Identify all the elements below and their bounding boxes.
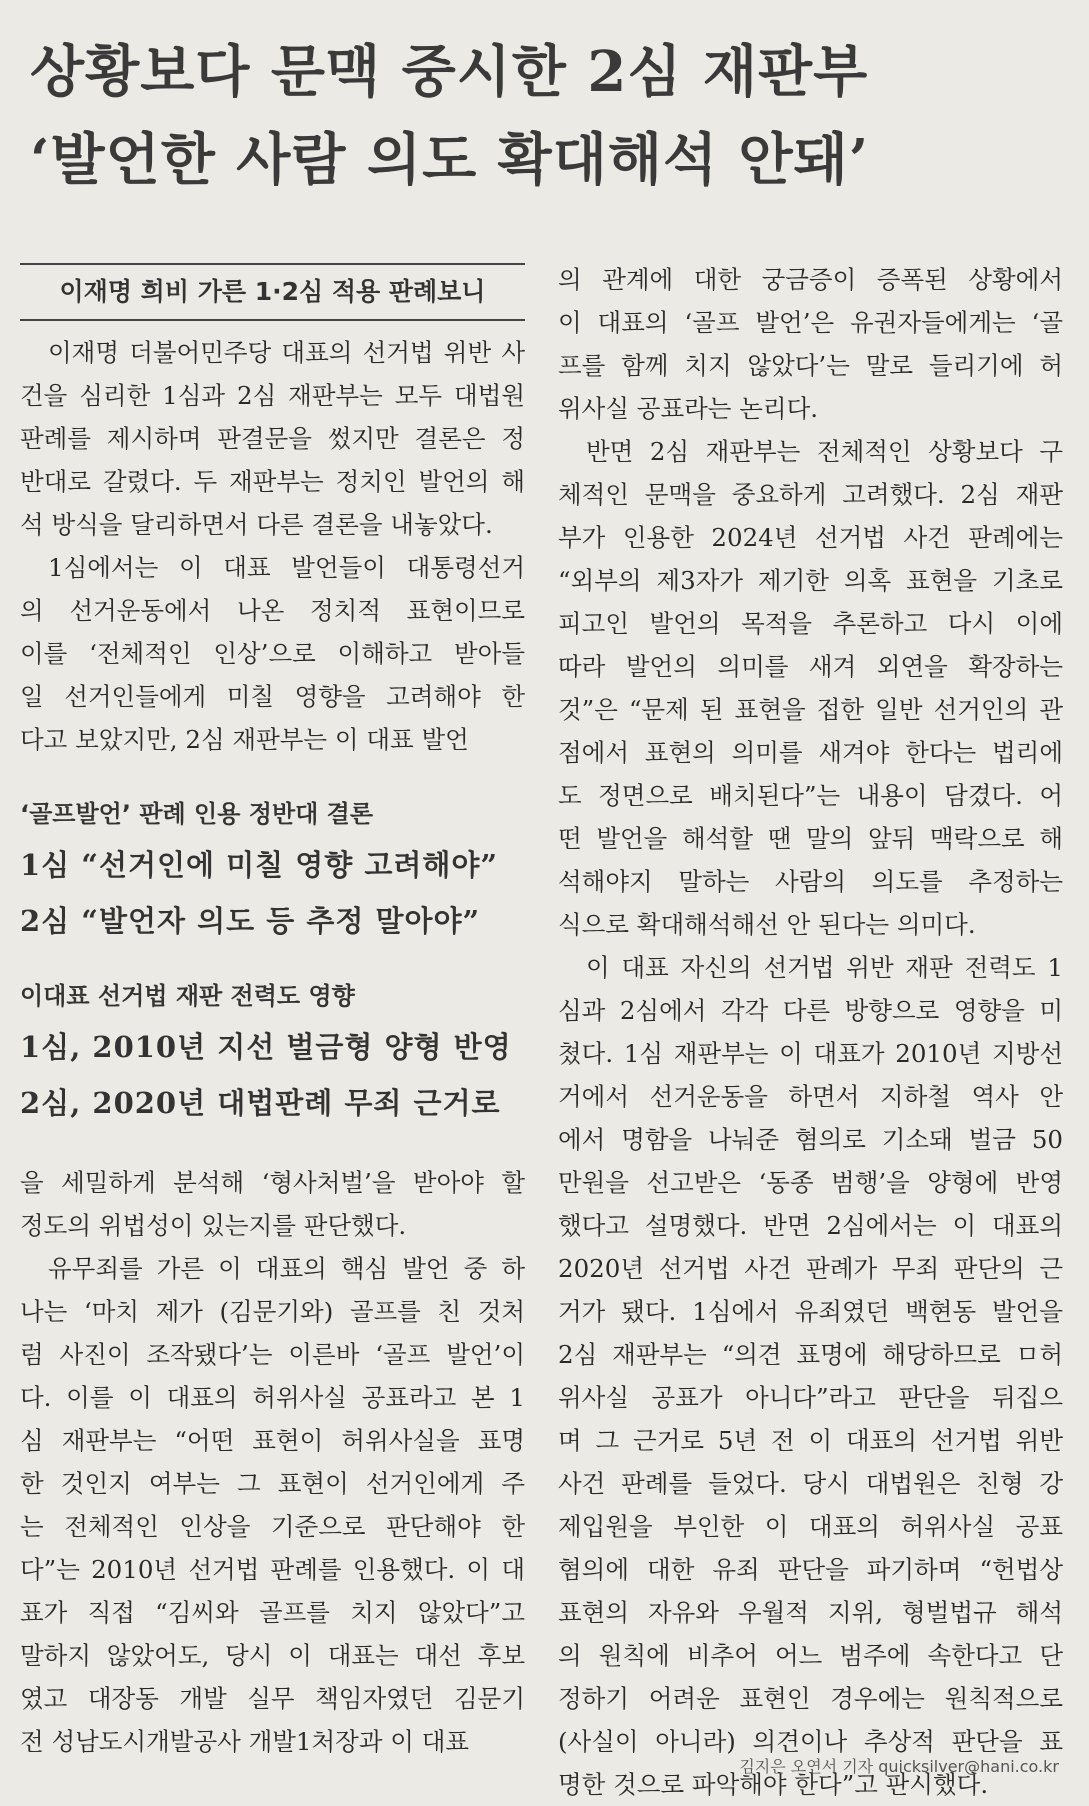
text-line: 위사실 공표가 아니다”라고 판단을 뒤집으	[558, 1383, 1063, 1412]
summary-line-1: 1심 “선거인에 미칠 영향 고려해야”	[20, 848, 499, 882]
paragraph	[20, 1161, 525, 1247]
text-line: 말하지 않았어도, 당시 이 대표는 대선 후보	[20, 1641, 525, 1670]
text-line: 석해야지 말하는 사람의 의도를 추정하는	[558, 867, 1063, 896]
left-column-bottom-text	[20, 1161, 525, 1763]
text-line: 일 선거인들에게 미칠 영향을 고려해야 한	[20, 682, 525, 711]
subheadline: 이재명 희비 가른 1·2심 적용 판례보니	[20, 263, 525, 321]
text-line: 의 원칙에 비추어 어느 범주에 속한다고 단	[558, 1641, 1063, 1670]
headline-line-2: ‘발언한 사람 의도 확대해석 안돼’	[30, 127, 870, 193]
summary-line-2: 2심 “발언자 의도 등 추정 말아야”	[20, 904, 481, 938]
text-line: 표현의 자유와 우월적 지위, 형벌법규 해석	[558, 1598, 1063, 1627]
text-line: 석 방식을 달리하면서 다른 결론을 내놓았다.	[20, 510, 493, 539]
text-line: 사건 판례를 들었다. 당시 대법원은 친형 강	[558, 1469, 1063, 1498]
text-line: 따라 발언의 의미를 새겨 외연을 확장하는	[558, 652, 1063, 681]
summary-line-3: 1심, 2010년 지선 벌금형 양형 반영	[20, 1030, 512, 1064]
text-line: 정도의 위법성이 있는지를 판단했다.	[20, 1211, 407, 1240]
text-line: 제입원을 부인한 이 대표의 허위사실 공표	[558, 1512, 1063, 1541]
text-line: 표가 직접 “김씨와 골프를 치지 않았다”고	[20, 1598, 525, 1627]
text-line: 을 세밀하게 분석해 ‘형사처벌’을 받아야 할	[20, 1168, 525, 1197]
text-line: 프를 함께 치지 않았다’는 말로 들리기에 허	[558, 351, 1063, 380]
paragraph	[558, 430, 1063, 946]
right-column	[558, 258, 1063, 1806]
text-line: (사실이 아니라) 의견이나 추상적 판단을 표	[558, 1727, 1063, 1756]
text-line: 다고 보았지만, 2심 재판부는 이 대표 발언	[20, 725, 469, 754]
text-line: 이재명 더불어민주당 대표의 선거법 위반 사	[48, 338, 525, 367]
text-line: 유무죄를 가른 이 대표의 핵심 발언 중 하	[48, 1254, 525, 1283]
text-line: “외부의 제3자가 제기한 의혹 표현을 기초로	[558, 566, 1063, 595]
text-line: 의 선거운동에서 나온 정치적 표현이므로	[20, 596, 525, 625]
text-line: 점에서 표현의 의미를 새겨야 한다는 법리에	[558, 738, 1063, 767]
text-line: 혐의에 대한 유죄 판단을 파기하며 “헌법상	[558, 1555, 1063, 1584]
summary-line-4: 2심, 2020년 대법판례 무죄 근거로	[20, 1086, 501, 1120]
text-line: 다”는 2010년 선거법 판례를 인용했다. 이 대	[20, 1555, 525, 1584]
text-line: 심 재판부는 “어떤 표현이 허위사실을 표명	[20, 1426, 525, 1455]
text-line: 이 대표의 ‘골프 발언’은 유권자들에게는 ‘골	[558, 308, 1063, 337]
text-line: 반면 2심 재판부는 전체적인 상황보다 구	[586, 437, 1063, 466]
text-line: 이를 ‘전체적인 인상’으로 이해하고 받아들	[20, 639, 525, 668]
text-line: 다. 이를 이 대표의 허위사실 공표라고 본 1	[20, 1383, 525, 1412]
text-line: 도 정면으로 배치된다”는 내용이 담겼다. 어	[558, 781, 1063, 810]
text-line: 럼 사진이 조작됐다’는 이른바 ‘골프 발언’이	[20, 1340, 525, 1369]
paragraph	[20, 1247, 525, 1763]
text-line: 이 대표 자신의 선거법 위반 재판 전력도 1	[586, 953, 1063, 982]
paragraph	[20, 331, 525, 546]
text-line: 심과 2심에서 각각 다른 방향으로 영향을 미	[558, 996, 1063, 1025]
left-column-top-text	[20, 331, 525, 761]
text-line: 했다고 설명했다. 반면 2심에서는 이 대표의	[558, 1211, 1063, 1240]
paragraph	[558, 946, 1063, 1806]
text-line: 의 관계에 대한 궁금증이 증폭된 상황에서	[558, 265, 1063, 294]
text-line: 한 것인지 여부는 그 표현이 선거인에게 주	[20, 1469, 525, 1498]
summary-box	[20, 791, 525, 1131]
paragraph	[558, 258, 1063, 430]
text-line: 판례를 제시하며 판결문을 썼지만 결론은 정	[20, 424, 525, 453]
text-line: 거에서 선거운동을 하면서 지하철 역사 안	[558, 1082, 1063, 1111]
headline-line-1: 상황보다 문맥 중시한 2심 재판부	[30, 39, 869, 105]
paragraph	[20, 546, 525, 761]
left-column	[20, 263, 525, 1763]
text-line: 거가 됐다. 1심에서 유죄였던 백현동 발언을	[558, 1297, 1063, 1326]
text-line: 나는 ‘마치 제가 (김문기와) 골프를 친 것처	[20, 1297, 525, 1326]
text-line: 쳤다. 1심 재판부는 이 대표가 2010년 지방선	[558, 1039, 1063, 1068]
text-line: 2심 재판부는 “의견 표명에 해당하므로 ㅁ허	[558, 1340, 1063, 1369]
text-line: 위사실 공표라는 논리다.	[558, 394, 819, 423]
text-line: 는 전체적인 인상을 기준으로 판단해야 한	[20, 1512, 525, 1541]
text-line: 2020년 선거법 사건 판례가 무죄 판단의 근	[558, 1254, 1063, 1283]
text-line: 건을 심리한 1심과 2심 재판부는 모두 대법원	[20, 381, 525, 410]
text-line: 부가 인용한 2024년 선거법 사건 판례에는	[558, 523, 1063, 552]
headline	[30, 28, 1060, 204]
text-line: 체적인 문맥을 중요하게 고려했다. 2심 재판	[558, 480, 1063, 509]
summary-head-1: ‘골프발언’ 판례 인용 정반대 결론	[20, 800, 374, 828]
text-line: 떤 발언을 해석할 땐 말의 앞뒤 맥락으로 해	[558, 824, 1063, 853]
text-line: 에서 명함을 나눠준 혐의로 기소돼 벌금 50	[558, 1125, 1063, 1154]
text-line: 전 성남도시개발공사 개발1처장과 이 대표	[20, 1727, 470, 1756]
text-line: 였고 대장동 개발 실무 책임자였던 김문기	[20, 1684, 525, 1713]
text-line: 명한 것으로 파악해야 한다”고 판시했다.	[558, 1770, 989, 1799]
text-line: 것”은 “문제 된 표현을 접한 일반 선거인의 관	[558, 695, 1063, 724]
text-line: 식으로 확대해석해선 안 된다는 의미다.	[558, 910, 976, 939]
text-line: 만원을 선고받은 ‘동종 범행’을 양형에 반영	[558, 1168, 1063, 1197]
text-line: 피고인 발언의 목적을 추론하고 다시 이에	[558, 609, 1063, 638]
text-line: 반대로 갈렸다. 두 재판부는 정치인 발언의 해	[20, 467, 525, 496]
right-column-text	[558, 258, 1063, 1806]
summary-head-2: 이대표 선거법 재판 전력도 영향	[20, 982, 355, 1010]
byline: 김지은 오연서 기자 quicksilver@hani.co.kr	[739, 1757, 1059, 1776]
text-line: 며 그 근거로 5년 전 이 대표의 선거법 위반	[558, 1426, 1063, 1455]
text-line: 정하기 어려운 표현인 경우에는 원칙적으로	[558, 1684, 1063, 1713]
text-line: 1심에서는 이 대표 발언들이 대통령선거	[48, 553, 525, 582]
